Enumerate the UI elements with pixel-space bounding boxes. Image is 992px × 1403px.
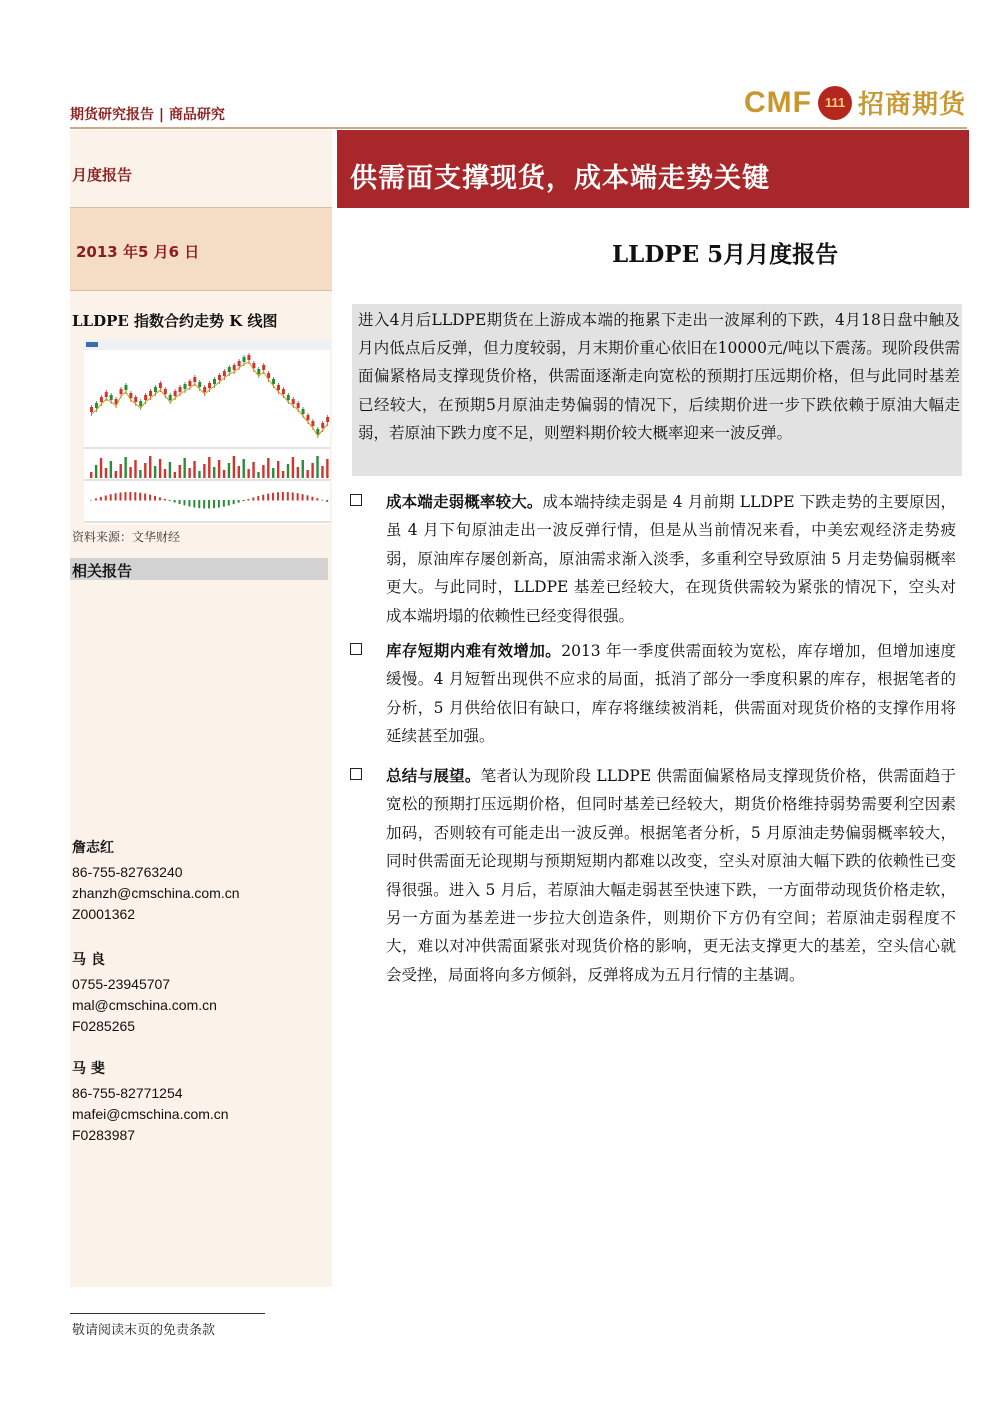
- macd-bar: [139, 493, 141, 501]
- volume-bar: [124, 457, 126, 478]
- candle-body: [149, 391, 152, 396]
- candle-body: [252, 363, 255, 368]
- macd-bar: [100, 497, 102, 501]
- macd-bar: [179, 500, 181, 504]
- macd-bar: [233, 500, 235, 504]
- volume-bar: [100, 458, 102, 478]
- volume-bar: [218, 460, 220, 478]
- volume-bar: [179, 465, 181, 478]
- candle-body: [120, 389, 123, 394]
- macd-bar: [154, 496, 156, 501]
- report-subtitle: LLDPE 5月月度报告: [612, 241, 839, 268]
- volume-bar: [208, 457, 210, 478]
- macd-bar: [149, 495, 151, 501]
- volume-bar: [282, 471, 284, 478]
- volume-bar: [228, 463, 230, 478]
- key-point-lead: 总结与展望。: [386, 766, 481, 785]
- checkbox-square-icon: [350, 768, 362, 780]
- volume-bar: [115, 471, 117, 478]
- macd-bar: [124, 492, 126, 500]
- volume-bar: [321, 466, 323, 478]
- volume-bar: [267, 458, 269, 478]
- macd-bar: [193, 500, 195, 507]
- volume-bar: [134, 460, 136, 478]
- macd-bar: [159, 497, 161, 500]
- candle-body: [198, 382, 201, 387]
- macd-bar: [115, 493, 117, 500]
- company-logo: [744, 84, 966, 121]
- macd-bar: [311, 497, 313, 501]
- report-category: 期货研究报告 | 商品研究: [70, 107, 225, 123]
- candle-body: [243, 357, 246, 362]
- candle-body: [287, 395, 290, 400]
- kline-chart-image: [84, 340, 330, 524]
- candle-body: [272, 379, 275, 384]
- volume-bar: [144, 463, 146, 478]
- analyst-name: 马 良: [72, 952, 105, 968]
- candle-body: [302, 409, 305, 414]
- volume-bar: [90, 472, 92, 478]
- volume-bar: [188, 468, 190, 478]
- analyst-phone: 86-755-82763240: [72, 864, 183, 880]
- volume-bar: [292, 457, 294, 478]
- candle-body: [316, 429, 319, 434]
- key-point-text: [386, 762, 956, 989]
- report-title: 供需面支撑现货，成本端走势关键: [350, 163, 770, 194]
- volume-bar: [198, 471, 200, 478]
- candle-body: [262, 365, 265, 370]
- logo-badge-icon: 111: [818, 86, 852, 120]
- macd-bar: [129, 492, 131, 500]
- macd-bar: [218, 500, 220, 508]
- volume-bar: [120, 464, 122, 478]
- candle-body: [326, 417, 329, 422]
- macd-bar: [223, 500, 225, 507]
- volume-bar: [174, 472, 176, 478]
- volume-bar: [316, 456, 318, 478]
- macd-bar: [188, 500, 190, 507]
- candle-body: [257, 369, 260, 374]
- report-type-label: 月度报告: [72, 166, 133, 184]
- candle-body: [208, 383, 211, 388]
- macd-bar: [183, 500, 185, 505]
- candle-body: [193, 377, 196, 382]
- volume-bar: [164, 469, 166, 478]
- key-point-body: 笔者认为现阶段 LLDPE 供需面偏紧格局支撑现货价格，供需面趋于宽松的预期打压远期价格，但同时基差已经较大，期货价格维持弱势需要利空因素加码，否则较有可能走出一波反弹。根据笔者分析，5 月原油走势偏弱概率较大，同时供需面无论现期与预期短期内都难以改变，空头对原油大幅下跌的依赖性已变得很强。进入 5 月后，若原油大幅走弱甚至快速下跌，一方面带动现货价格走软，另一方面为基差进一步拉大创造条件，则期价下方仍有空间；若原油走弱程度不大，难以对冲供需面紧张对现货价格的影响，更无法支撑更大的基差，空头信心就会受挫，局面将向多方倾斜，反弹将成为五月行情的主基调。: [386, 767, 956, 984]
- volume-bar: [203, 464, 205, 478]
- volume-bar: [233, 456, 235, 478]
- candle-body: [179, 387, 182, 392]
- volume-bar: [272, 468, 274, 478]
- macd-bar: [174, 500, 176, 503]
- analyst-card: [72, 950, 217, 1037]
- analyst-phone: 0755-23945707: [72, 976, 171, 992]
- kline-chart-graphic: [84, 340, 330, 524]
- analyst-email[interactable]: zhanzh@cmschina.com.cn: [72, 885, 240, 901]
- candle-body: [203, 387, 206, 392]
- macd-bar: [134, 492, 136, 500]
- macd-bar: [262, 495, 264, 501]
- candle-body: [277, 385, 280, 390]
- volume-bar: [302, 460, 304, 478]
- candle-body: [306, 415, 309, 420]
- analyst-email[interactable]: mafei@cmschina.com.cn: [72, 1106, 229, 1122]
- report-date: 2013 年5 月6 日: [76, 243, 200, 261]
- volume-bar: [193, 461, 195, 478]
- macd-bar: [213, 500, 215, 508]
- analyst-name: 詹志红: [72, 840, 114, 856]
- logo-chinese: 招商期货: [857, 90, 966, 120]
- related-reports-heading: 相关报告: [72, 562, 133, 580]
- macd-bar: [282, 492, 284, 500]
- volume-bar: [326, 459, 328, 478]
- volume-bar: [297, 467, 299, 478]
- header-divider: [70, 127, 967, 129]
- chart-title: LLDPE 指数合约走势 K 线图: [72, 312, 278, 330]
- macd-bar: [203, 500, 205, 508]
- macd-bar: [208, 500, 210, 508]
- volume-bar: [154, 466, 156, 478]
- volume-bar: [238, 466, 240, 478]
- volume-bar: [306, 470, 308, 478]
- candle-body: [183, 384, 186, 389]
- volume-bar: [262, 465, 264, 478]
- analyst-phone: 86-755-82771254: [72, 1085, 183, 1101]
- macd-bar: [257, 496, 259, 500]
- candle-body: [174, 391, 177, 396]
- macd-bar: [238, 500, 240, 503]
- candle-body: [164, 389, 167, 394]
- macd-bar: [110, 494, 112, 500]
- candle-body: [124, 385, 127, 390]
- candle-body: [188, 381, 191, 386]
- candle-body: [154, 387, 157, 392]
- macd-bar: [252, 498, 254, 501]
- macd-bar: [326, 500, 328, 502]
- candle-body: [134, 397, 137, 402]
- candle-body: [110, 395, 113, 400]
- summary-text: 进入4月后LLDPE期货在上游成本端的拖累下走出一波犀利的下跌，4月18日盘中触及月内低点后反弹，但力度较弱，月末期价重心依旧在10000元/吨以下震荡。现阶段供需面偏紧格局支撑现货价格，供需面逐渐走向宽松的预期打压远期价格，但与此同时基差已经较大，在预期5月原油走势偏弱的情况下，后续期价进一步下跌依赖于原油大幅走弱，若原油下跌力度不足，则塑料期价较大概率迎来一波反弹。: [358, 311, 960, 442]
- candle-body: [139, 401, 142, 406]
- candle-body: [90, 407, 93, 412]
- macd-bar: [272, 493, 274, 501]
- volume-bar: [277, 461, 279, 478]
- volume-bar: [213, 467, 215, 478]
- volume-bar: [223, 470, 225, 478]
- candle-body: [223, 371, 226, 376]
- checkbox-square-icon: [350, 643, 362, 655]
- volume-bar: [159, 459, 161, 478]
- macd-bar: [198, 500, 200, 508]
- volume-bar: [247, 469, 249, 478]
- macd-bar: [144, 494, 146, 501]
- macd-bar: [247, 499, 249, 500]
- macd-bar: [297, 493, 299, 500]
- analyst-name: 马 斐: [72, 1061, 105, 1077]
- candle-body: [247, 355, 250, 360]
- volume-bar: [110, 461, 112, 478]
- candle-body: [292, 399, 295, 404]
- candle-body: [238, 361, 241, 366]
- macd-bar: [169, 500, 171, 501]
- candle-body: [129, 393, 132, 398]
- candle-body: [169, 395, 172, 400]
- disclaimer-note: 敬请阅读末页的免责条款: [72, 1323, 216, 1338]
- candle-body: [95, 403, 98, 408]
- analyst-license: Z0001362: [72, 906, 136, 922]
- macd-bar: [105, 495, 107, 500]
- volume-bar: [95, 465, 97, 478]
- volume-bar: [252, 462, 254, 478]
- volume-bar: [243, 459, 245, 478]
- key-point-body: 成本端持续走弱是 4 月前期 LLDPE 下跌走势的主要原因，虽 4 月下旬原油走出一波反弹行情，但是从当前情况来看，中美宏观经济走势疲弱，原油库存屡创新高，原油需求渐入淡季，多重利空导致原油 5 月走势偏弱概率更大。与此同时，LLDPE 基差已经较大，在现货供需较为紧张的情况下，空头对成本端坍塌的依赖性已经变得很强。: [386, 493, 956, 625]
- candle-body: [321, 423, 324, 428]
- candle-body: [213, 379, 216, 384]
- analyst-card: [72, 838, 240, 925]
- candle-body: [311, 421, 314, 426]
- checkbox-square-icon: [350, 494, 362, 506]
- volume-bar: [139, 470, 141, 478]
- candle-body: [297, 403, 300, 408]
- macd-bar: [292, 492, 294, 500]
- key-point-body: 2013 年一季度供需面较为宽松，库存增加，但增加速度缓慢。4 月短暂出现供不应求的局面，抵消了部分一季度积累的库存，根据笔者的分析，5 月供给依旧有缺口，库存将继续被消耗，供需面对现货价格的支撑作用将延续甚至加强。: [386, 642, 957, 746]
- chart-source: 资料来源：文华财经: [72, 530, 181, 544]
- candle-body: [100, 397, 103, 402]
- macd-bar: [277, 492, 279, 500]
- candle-body: [267, 373, 270, 378]
- macd-bar: [302, 494, 304, 500]
- volume-bar: [169, 462, 171, 478]
- volume-bar: [311, 463, 313, 478]
- sidebar-divider: [70, 290, 332, 291]
- volume-bar: [287, 464, 289, 478]
- volume-bar: [257, 472, 259, 478]
- key-point-text: [386, 488, 956, 630]
- macd-bar: [164, 499, 166, 501]
- analyst-email[interactable]: mal@cmschina.com.cn: [72, 997, 217, 1013]
- macd-bar: [321, 500, 323, 501]
- candle-body: [105, 392, 108, 397]
- macd-bar: [316, 498, 318, 500]
- candle-body: [282, 389, 285, 394]
- macd-bar: [95, 498, 97, 500]
- footer-rule: [70, 1313, 265, 1314]
- key-point-text: [386, 637, 956, 751]
- logo-latin: CMF: [744, 85, 812, 119]
- macd-bar: [228, 500, 230, 506]
- macd-bar: [287, 492, 289, 500]
- candle-body: [144, 395, 147, 400]
- volume-bar: [149, 456, 151, 478]
- volume-bar: [105, 468, 107, 478]
- candle-body: [233, 365, 236, 370]
- key-point-lead: 成本端走弱概率较大。: [386, 492, 543, 511]
- volume-bar: [129, 467, 131, 478]
- volume-bar: [183, 458, 185, 478]
- macd-bar: [90, 500, 92, 501]
- candle-body: [228, 367, 231, 372]
- key-point-lead: 库存短期内难有效增加。: [386, 641, 562, 660]
- macd-bar: [267, 494, 269, 501]
- macd-bar: [306, 495, 308, 500]
- analyst-card: [72, 1059, 229, 1146]
- analyst-license: F0285265: [72, 1018, 136, 1034]
- macd-bar: [243, 500, 245, 501]
- candle-body: [218, 375, 221, 380]
- candle-body: [159, 383, 162, 388]
- analyst-license: F0283987: [72, 1127, 136, 1143]
- macd-bar: [120, 493, 122, 501]
